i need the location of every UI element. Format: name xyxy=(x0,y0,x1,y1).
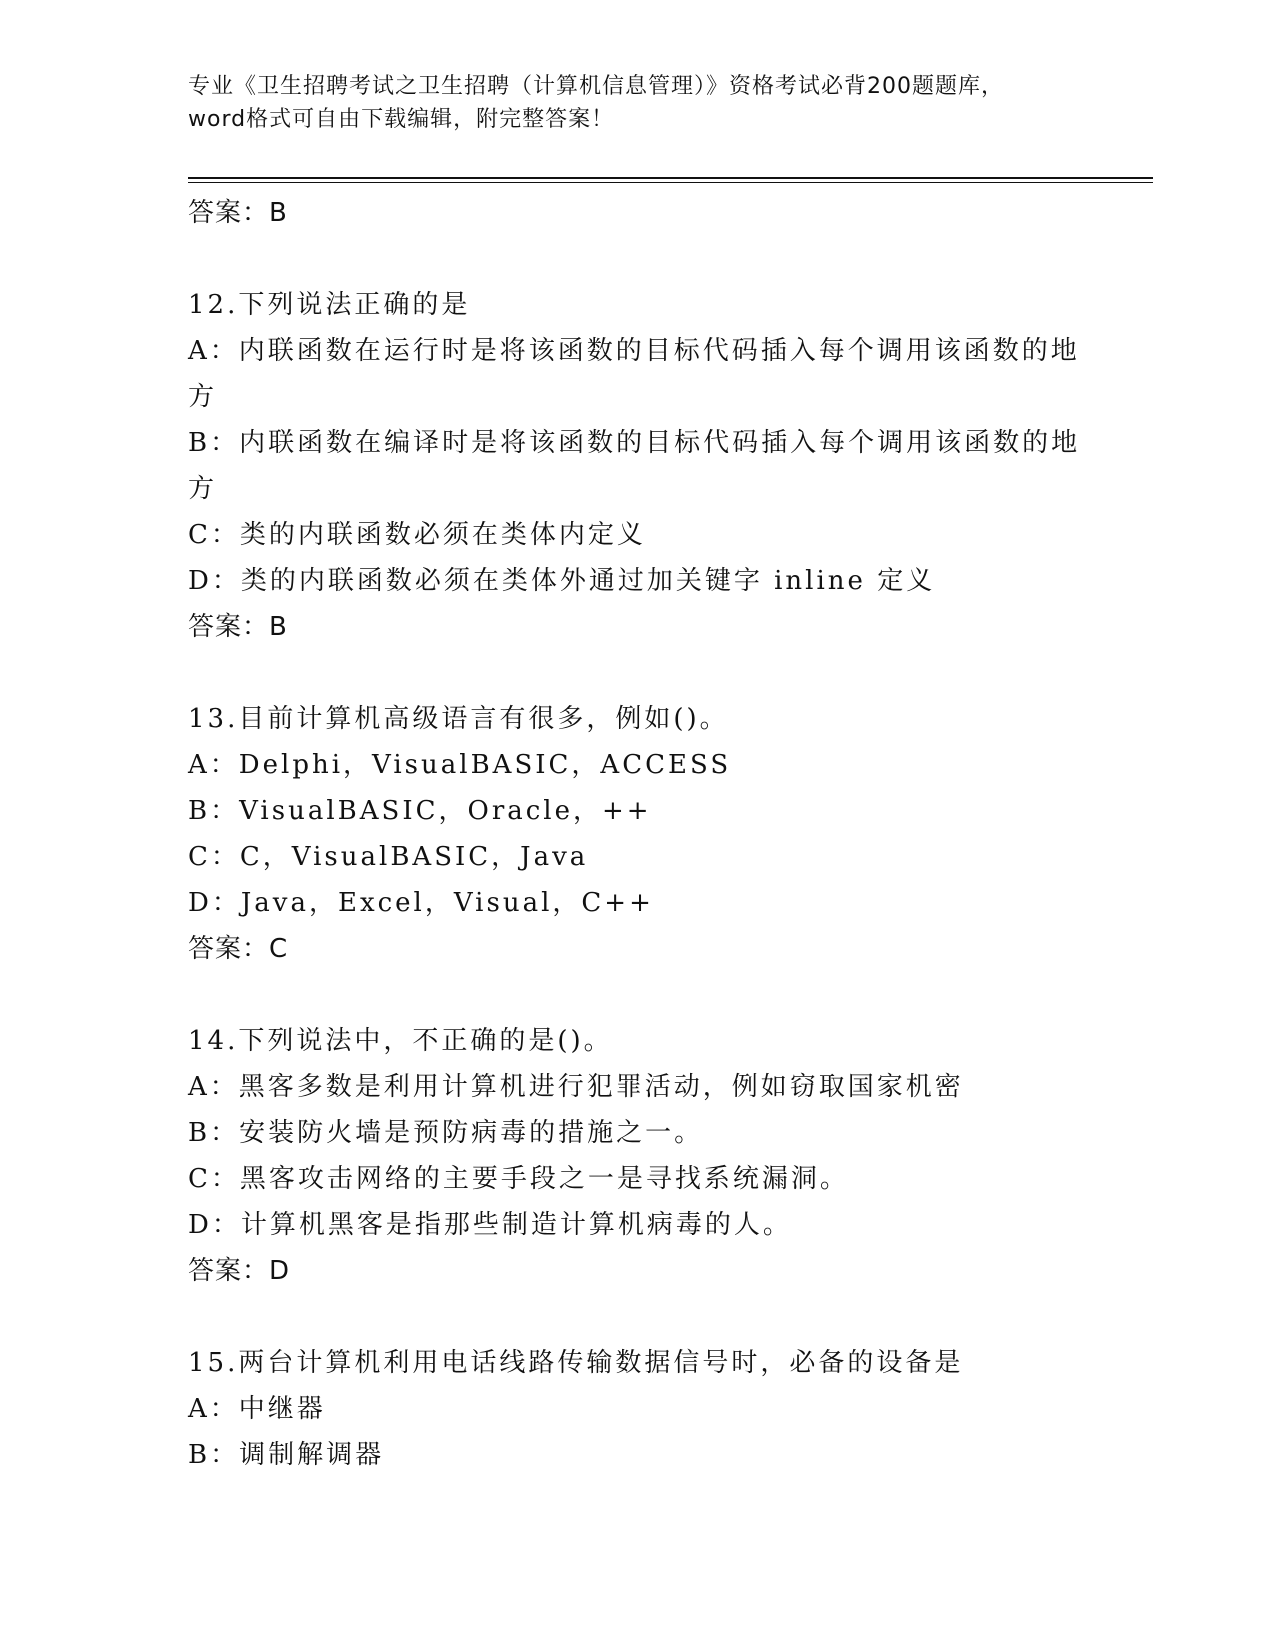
option-line: D：类的内联函数必须在类体外通过加关键字 inline 定义 xyxy=(188,566,936,596)
option-line: 方 xyxy=(188,382,218,412)
option-line: C：黑客攻击网络的主要手段之一是寻找系统漏洞。 xyxy=(188,1164,849,1194)
answer-line: 答案：B xyxy=(188,198,288,228)
question-14 xyxy=(188,1018,1088,1294)
page-header xyxy=(188,70,1088,136)
answer-line: 答案：C xyxy=(188,934,289,964)
question-stem: 15.两台计算机利用电话线路传输数据信号时，必备的设备是 xyxy=(188,1348,964,1378)
question-15 xyxy=(188,1340,1088,1478)
header-line-2: word格式可自由下载编辑，附完整答案！ xyxy=(188,107,615,132)
header-rule-thick xyxy=(188,177,1153,179)
option-line: C：C，VisualBASIC，Java xyxy=(188,842,589,872)
option-line: A：Delphi，VisualBASIC，ACCESS xyxy=(188,750,732,780)
answer-line: 答案：D xyxy=(188,1256,291,1286)
option-line: B：安装防火墙是预防病毒的措施之一。 xyxy=(188,1118,704,1148)
answer-line: 答案：B xyxy=(188,612,288,642)
header-line-1: 专业《卫生招聘考试之卫生招聘（计算机信息管理）》资格考试必背200题题库， xyxy=(188,74,1004,99)
option-line: D：Java，Excel，Visual，C++ xyxy=(188,888,654,918)
question-stem: 13.目前计算机高级语言有很多，例如()。 xyxy=(188,704,729,734)
option-line: C：类的内联函数必须在类体内定义 xyxy=(188,520,646,550)
question-12 xyxy=(188,282,1088,650)
option-line: B：调制解调器 xyxy=(188,1440,385,1470)
option-line: D：计算机黑客是指那些制造计算机病毒的人。 xyxy=(188,1210,792,1240)
option-line: B：VisualBASIC，Oracle，++ xyxy=(188,796,652,826)
question-13 xyxy=(188,696,1088,972)
option-line: 方 xyxy=(188,474,218,504)
option-line: A：黑客多数是利用计算机进行犯罪活动，例如窃取国家机密 xyxy=(188,1072,964,1102)
question-list xyxy=(188,190,1088,1478)
option-line: B：内联函数在编译时是将该函数的目标代码插入每个调用该函数的地 xyxy=(188,428,1081,458)
header-rule-thin xyxy=(188,182,1153,183)
question-stem: 14.下列说法中，不正确的是()。 xyxy=(188,1026,613,1056)
option-line: A：内联函数在运行时是将该函数的目标代码插入每个调用该函数的地 xyxy=(188,336,1080,366)
question-stem: 12.下列说法正确的是 xyxy=(188,290,471,320)
option-line: A：中继器 xyxy=(188,1394,326,1424)
